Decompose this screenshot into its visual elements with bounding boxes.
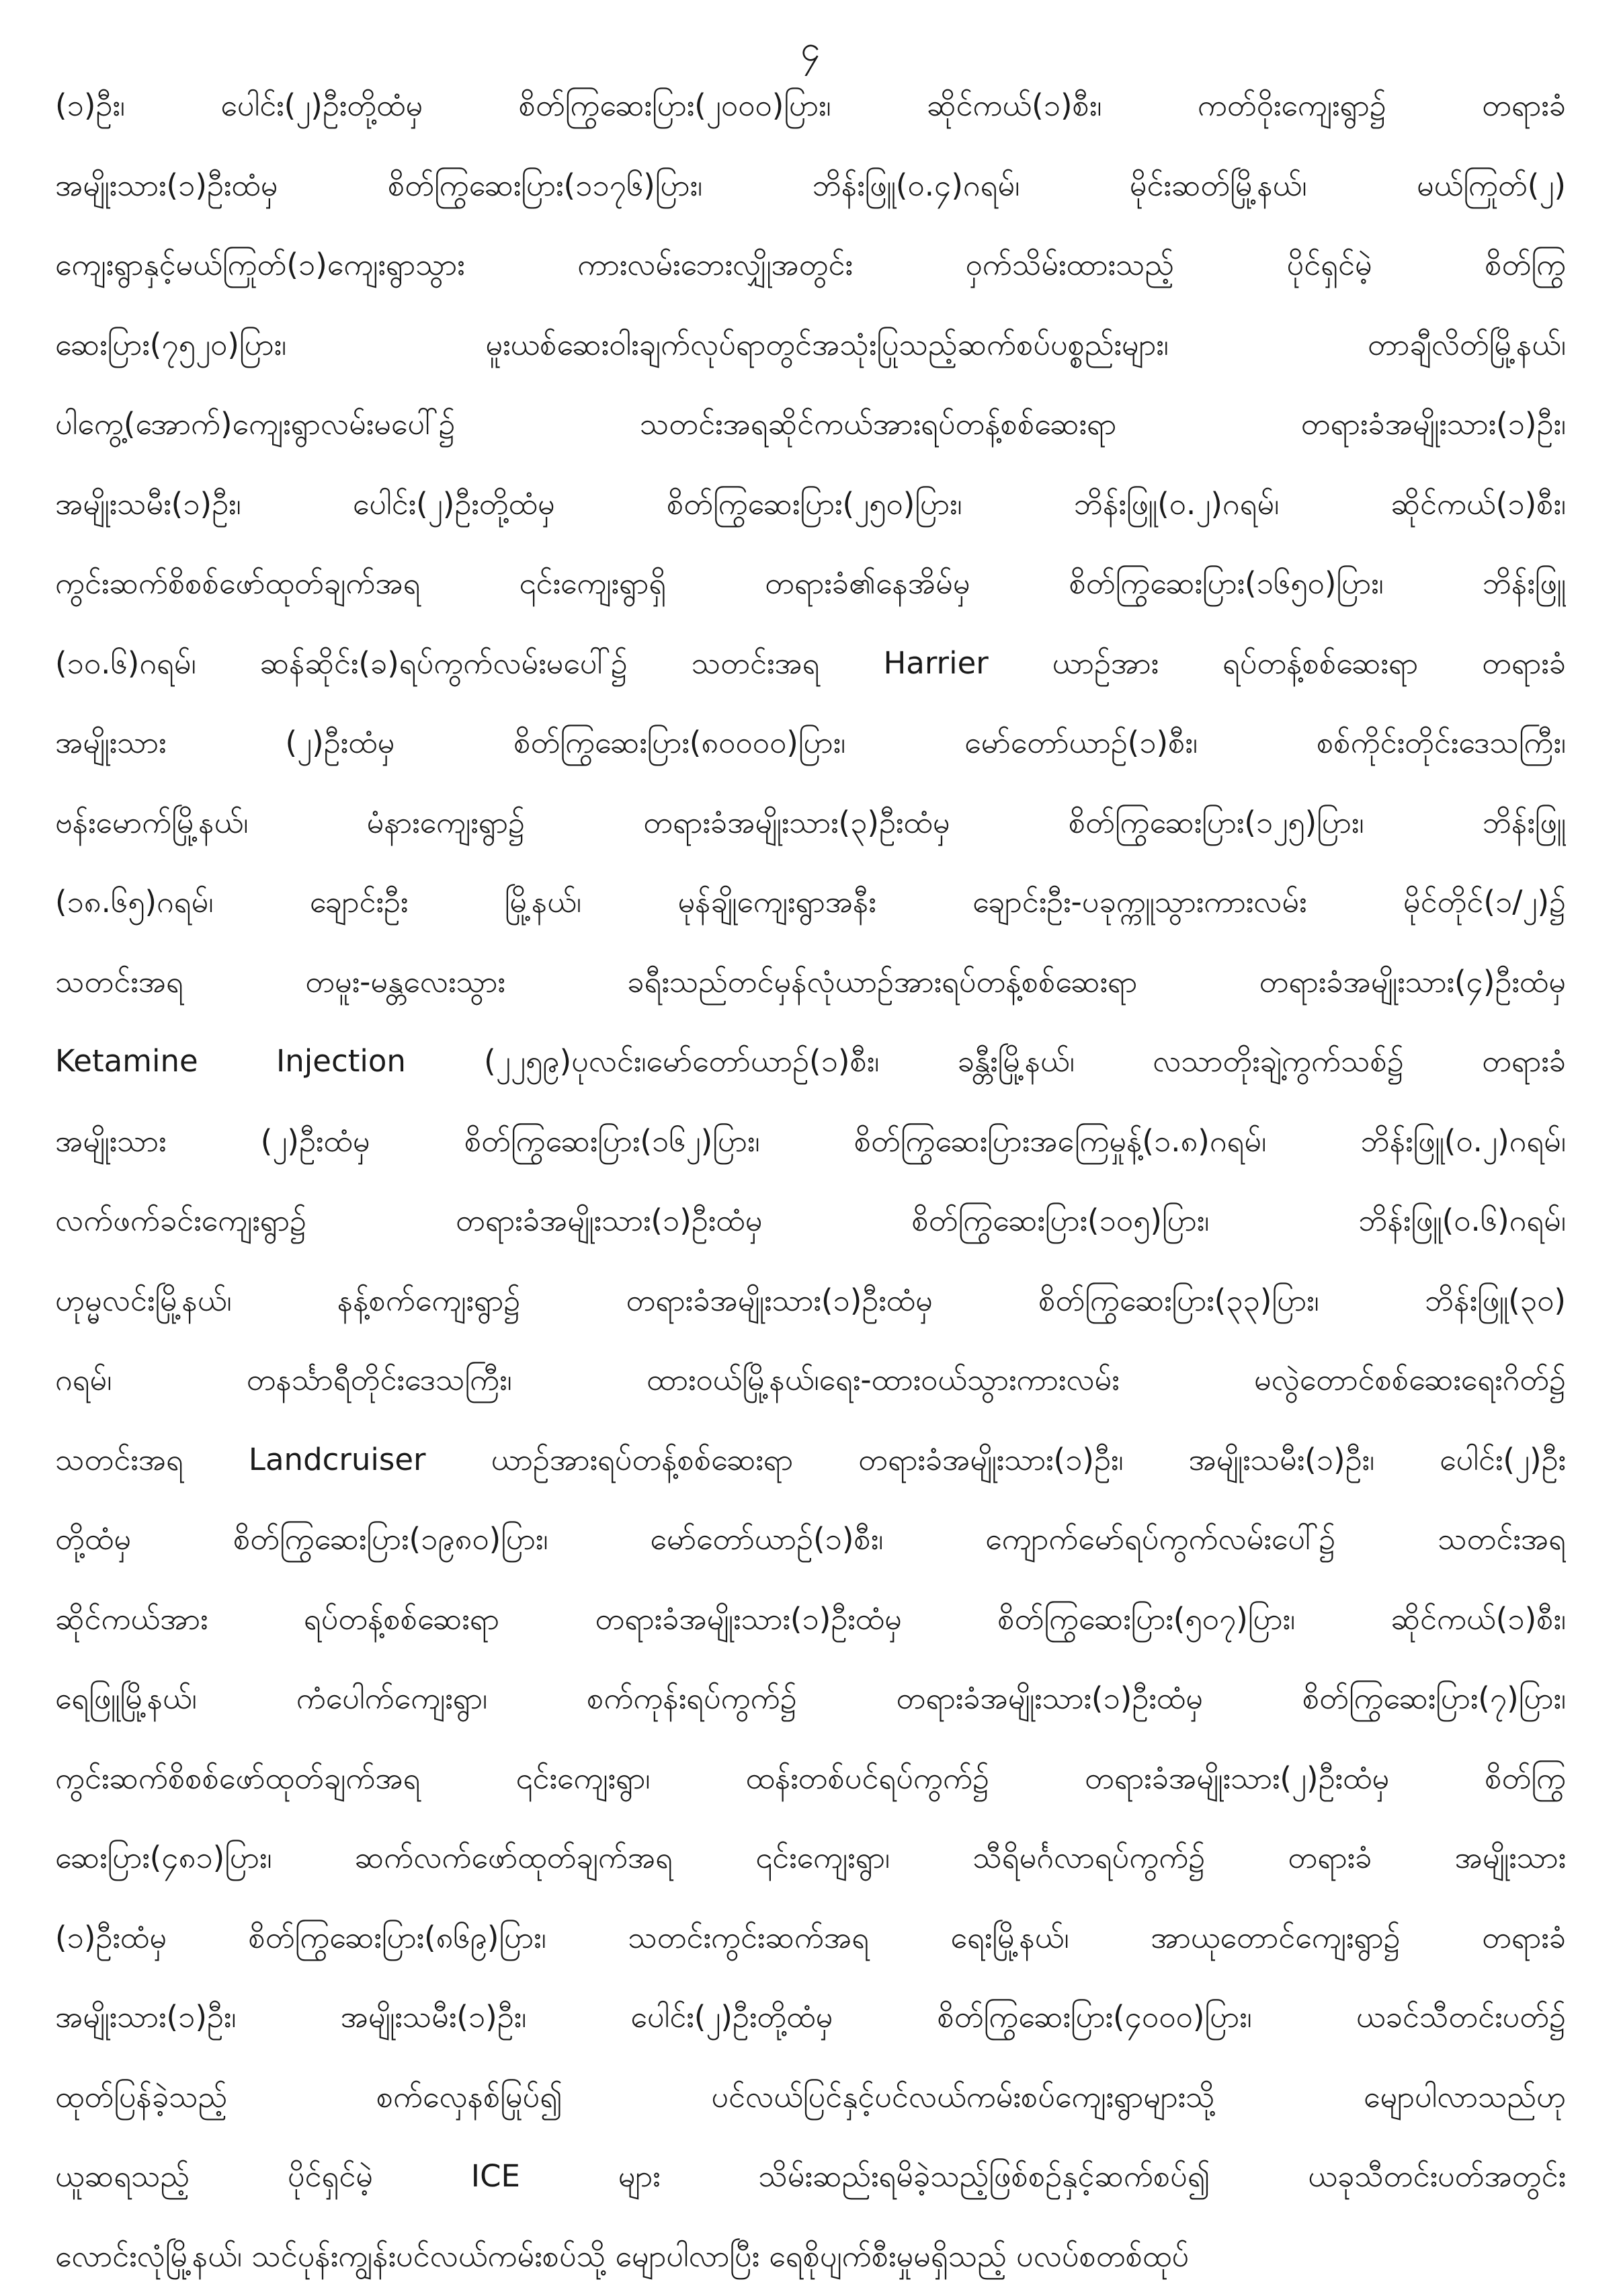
text-line: ဆေးပြား(၄၈၁)ပြား၊ ဆက်လက်ဖော်ထုတ်ချက်အရ ၎င်းကျေးရွာ၊ သီရိမင်္ဂလာရပ်ကွက်၌ တရားခံ အမျိုးသား (55, 1818, 1566, 1898)
text-line: ထုတ်ပြန်ခဲ့သည့် စက်လှေနစ်မြုပ်၍ ပင်လယ်ပြင်နှင့်ပင်လယ်ကမ်းစပ်ကျေးရွာများသို့ မျောပါလာသည်ဟု (55, 2057, 1566, 2137)
text-line: လောင်းလုံမြို့နယ်၊ သင်ပုန်းကျွန်းပင်လယ်ကမ်းစပ်သို့ မျောပါလာပြီး ရေစိုပျက်စီးမှုမရှိသည့် ပလပ်စတစ်ထုပ် (55, 2217, 1566, 2296)
text-line: အမျိုးသား(၁)ဦး၊ အမျိုးသမီး(၁)ဦး၊ ပေါင်း(၂)ဦးတို့ထံမှ စိတ်ကြွဆေးပြား(၄၀၀၀)ပြား၊ ယခင်သီတင်းပတ်၌ (55, 1977, 1566, 2057)
text-line: (၁၈.၆၅)ဂရမ်၊ ချောင်းဦး မြို့နယ်၊ မုန်ချိုကျေးရွာအနီး ချောင်းဦး-ပခုက္ကူသွားကားလမ်း မိုင်တိုင်(၁/၂)၌ (55, 862, 1566, 942)
text-line: ကွင်းဆက်စိစစ်ဖော်ထုတ်ချက်အရ ၎င်းကျေးရွာရှိ တရားခံ၏နေအိမ်မှ စိတ်ကြွဆေးပြား(၁၆၅၀)ပြား၊ ဘိန်းဖြူ (55, 544, 1566, 624)
text-line: Ketamine Injection (၂၂၅၉)ပုလင်း၊မော်တော်ယာဉ်(၁)စီး၊ ခန္တီးမြို့နယ်၊ လသာတိုးချဲ့ကွက်သစ်၌ တရားခံ (55, 1022, 1566, 1102)
text-line: ဆေးပြား(၇၅၂၀)ပြား၊ မူးယစ်ဆေးဝါးချက်လုပ်ရာတွင်အသုံးပြုသည့်ဆက်စပ်ပစ္စည်းများ၊ တာချီလိတ်မြို့နယ်၊ (55, 305, 1566, 385)
text-line: ဟုမ္မလင်းမြို့နယ်၊ နန့်စက်ကျေးရွာ၌ တရားခံအမျိုးသား(၁)ဦးထံမှ စိတ်ကြွဆေးပြား(၃၃)ပြား၊ ဘိန်းဖြူ(၃၀) (55, 1261, 1566, 1341)
text-line: ကျေးရွာနှင့်မယ်ကြုတ်(၁)ကျေးရွာသွား ကားလမ်းဘေးလျှိုအတွင်း ဝှက်သိမ်းထားသည့် ပိုင်ရှင်မဲ့ စိတ်ကြွ (55, 225, 1566, 305)
text-line: (၁)ဦးထံမှ စိတ်ကြွဆေးပြား(၈၆၉)ပြား၊ သတင်းကွင်းဆက်အရ ရေးမြို့နယ်၊ အာယုတောင်ကျေးရွာ၌ တရားခံ (55, 1898, 1566, 1978)
text-line: သတင်းအရ Landcruiser ယာဉ်အားရပ်တန့်စစ်ဆေးရာ တရားခံအမျိုးသား(၁)ဦး၊ အမျိုးသမီး(၁)ဦး၊ ပေါင်း(၂)ဦး (55, 1420, 1566, 1500)
text-line: ရေဖြူမြို့နယ်၊ ကံပေါက်ကျေးရွာ၊ စက်ကုန်းရပ်ကွက်၌ တရားခံအမျိုးသား(၁)ဦးထံမှ စိတ်ကြွဆေးပြား(၇)ပြား၊ (55, 1659, 1566, 1739)
text-line: (၁၀.၆)ဂရမ်၊ ဆန်ဆိုင်း(ခ)ရပ်ကွက်လမ်းမပေါ်၌ သတင်းအရ Harrier ယာဉ်အား ရပ်တန့်စစ်ဆေးရာ တရားခံ (55, 624, 1566, 704)
text-line: ကွင်းဆက်စိစစ်ဖော်ထုတ်ချက်အရ ၎င်းကျေးရွာ၊ ထန်းတစ်ပင်ရပ်ကွက်၌ တရားခံအမျိုးသား(၂)ဦးထံမှ စိတ်ကြွ (55, 1739, 1566, 1819)
text-line: ဆိုင်ကယ်အား ရပ်တန့်စစ်ဆေးရာ တရားခံအမျိုးသား(၁)ဦးထံမှ စိတ်ကြွဆေးပြား(၅၀၇)ပြား၊ ဆိုင်ကယ်(၁)စီး၊ (55, 1580, 1566, 1659)
text-line: ဂရမ်၊ တနင်္သာရီတိုင်းဒေသကြီး၊ ထားဝယ်မြို့နယ်၊ရေး-ထားဝယ်သွားကားလမ်း မလွဲတောင်စစ်ဆေးရေးဂိတ်၌ (55, 1340, 1566, 1420)
text-line: လက်ဖက်ခင်းကျေးရွာ၌ တရားခံအမျိုးသား(၁)ဦးထံမှ စိတ်ကြွဆေးပြား(၁၀၅)ပြား၊ ဘိန်းဖြူ(၀.၆)ဂရမ်၊ (55, 1181, 1566, 1261)
text-line: ယူဆရသည့် ပိုင်ရှင်မဲ့ ICE များ သိမ်းဆည်းရမိခဲ့သည့်ဖြစ်စဉ်နှင့်ဆက်စပ်၍ ယခုသီတင်းပတ်အတွင်း (55, 2137, 1566, 2217)
page-number: ၄ (0, 26, 1621, 73)
body-text (55, 66, 1566, 2296)
text-line: အမျိုးသား(၁)ဦးထံမှ စိတ်ကြွဆေးပြား(၁၁၇၆)ပြား၊ ဘိန်းဖြူ(၀.၄)ဂရမ်၊ မိုင်းဆတ်မြို့နယ်၊ မယ်ကြုတ်(၂) (55, 146, 1566, 226)
text-line: ဗန်းမောက်မြို့နယ်၊ မံနားကျေးရွာ၌ တရားခံအမျိုးသား(၃)ဦးထံမှ စိတ်ကြွဆေးပြား(၁၂၅)ပြား၊ ဘိန်းဖြူ (55, 783, 1566, 863)
text-line: တို့ထံမှ စိတ်ကြွဆေးပြား(၁၉၈၀)ပြား၊ မော်တော်ယာဉ်(၁)စီး၊ ကျောက်မော်ရပ်ကွက်လမ်းပေါ်၌ သတင်းအရ (55, 1500, 1566, 1580)
text-line: အမျိုးသား (၂)ဦးထံမှ စိတ်ကြွဆေးပြား(၈၀၀၀၀)ပြား၊ မော်တော်ယာဉ်(၁)စီး၊ စစ်ကိုင်းတိုင်းဒေသကြီး၊ (55, 703, 1566, 783)
text-line: (၁)ဦး၊ ပေါင်း(၂)ဦးတို့ထံမှ စိတ်ကြွဆေးပြား(၂၀၀၀)ပြား၊ ဆိုင်ကယ်(၁)စီး၊ ကတ်ဝိုးကျေးရွာ၌ တရားခံ (55, 66, 1566, 146)
text-line: ပါကွေ့(အောက်)ကျေးရွာလမ်းမပေါ်၌ သတင်းအရဆိုင်ကယ်အားရပ်တန့်စစ်ဆေးရာ တရားခံအမျိုးသား(၁)ဦး၊ (55, 384, 1566, 464)
text-line: အမျိုးသမီး(၁)ဦး၊ ပေါင်း(၂)ဦးတို့ထံမှ စိတ်ကြွဆေးပြား(၂၅၀)ပြား၊ ဘိန်းဖြူ(၀.၂)ဂရမ်၊ ဆိုင်ကယ်(၁)စီး၊ (55, 464, 1566, 544)
text-line: အမျိုးသား (၂)ဦးထံမှ စိတ်ကြွဆေးပြား(၁၆၂)ပြား၊ စိတ်ကြွဆေးပြားအကြေမှုန့်(၁.၈)ဂရမ်၊ ဘိန်းဖြူ(၀.၂)ဂရမ်၊ (55, 1102, 1566, 1182)
text-line: သတင်းအရ တမူး-မန္တလေးသွား ခရီးသည်တင်မှန်လုံယာဉ်အားရပ်တန့်စစ်ဆေးရာ တရားခံအမျိုးသား(၄)ဦးထံမှ (55, 942, 1566, 1022)
